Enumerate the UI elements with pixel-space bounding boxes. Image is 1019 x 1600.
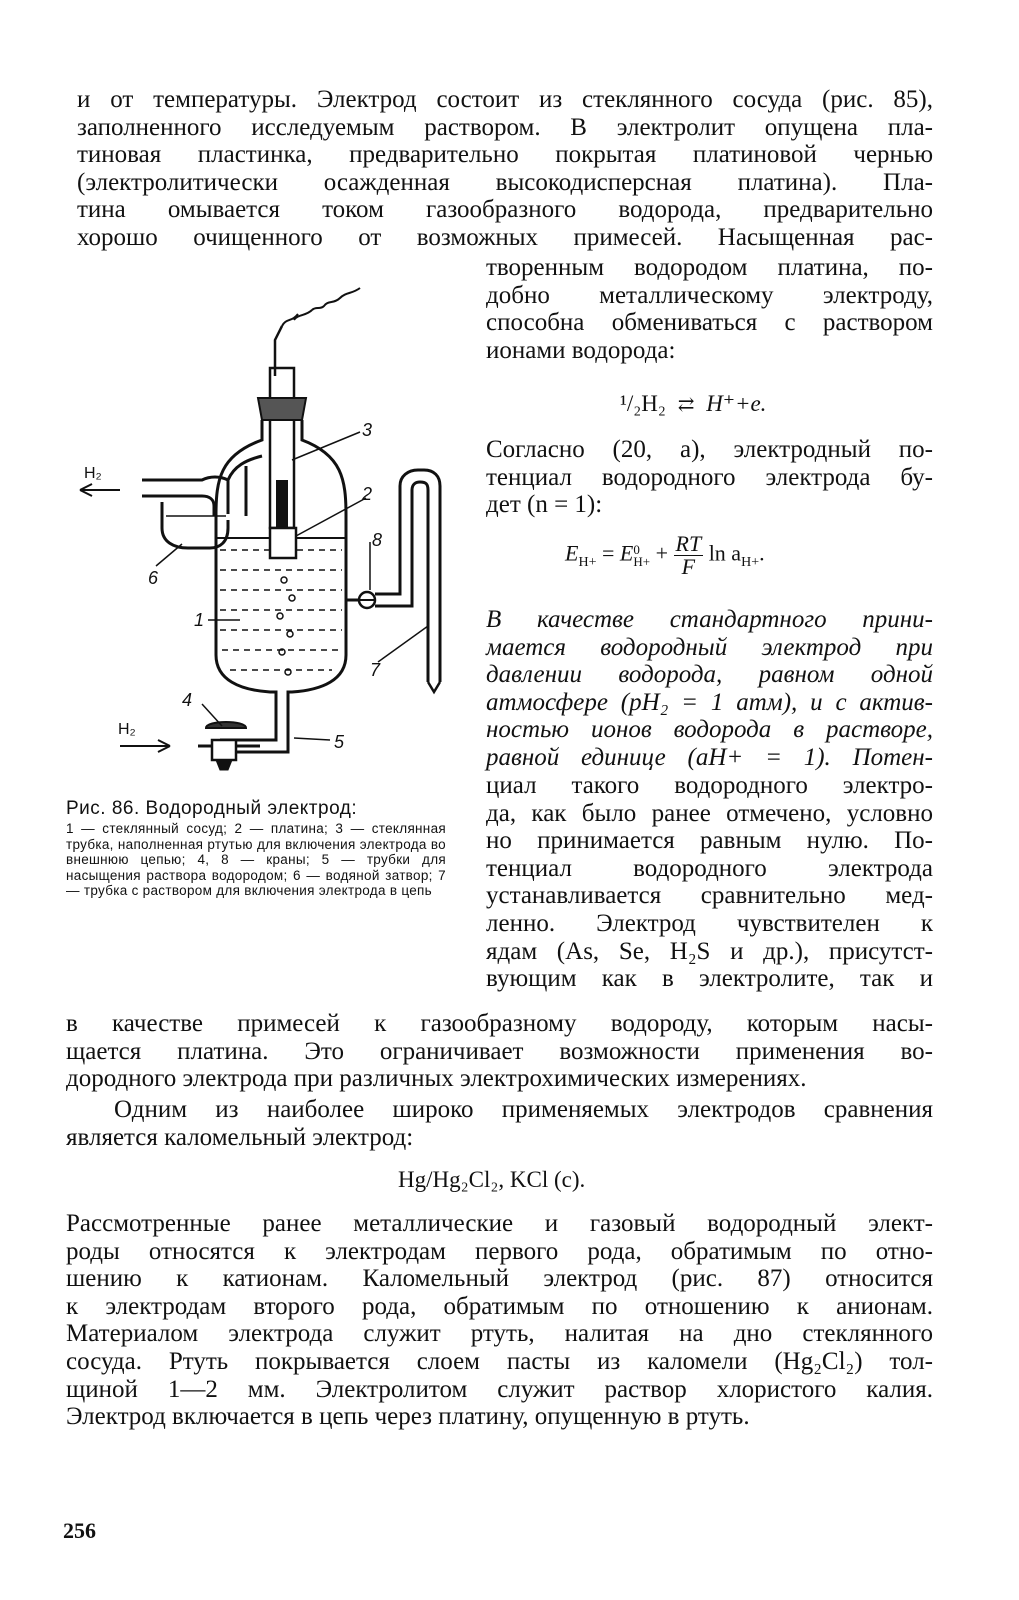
text-line: роды относятся к электродам первого рода, обратимым по отно- — [66, 1237, 933, 1265]
nernst-ln: ln a — [703, 540, 742, 566]
text-line: хорошо очищенного от возможных примесей. Насыщенная рас- — [77, 223, 933, 251]
text-line: ностью ионов водорода в растворе, — [486, 716, 933, 744]
text-line: к электродам второго рода, обратимым по отношению к анионам. — [66, 1292, 933, 1320]
text-line: творенным водородом платина, по- — [486, 254, 933, 281]
text-line: способна обмениваться с раствором — [486, 309, 933, 337]
label-8: 8 — [372, 530, 383, 550]
caption-title: Рис. 86. Водородный электрод: — [66, 798, 358, 819]
nernst-lhs-sub: H+ — [578, 554, 597, 570]
water-seal-6 — [162, 502, 228, 548]
label-h2-out: H₂ — [84, 465, 102, 482]
nernst-e0: E — [619, 540, 634, 566]
nernst-num: RT — [675, 531, 702, 556]
text-line: ядам (As, Se, H₂S и др.), присутст- — [486, 937, 933, 965]
mercury-fill — [276, 480, 288, 528]
label-7: 7 — [370, 660, 381, 680]
outlet-tube-lower — [142, 496, 214, 516]
text-line: тенциал водородного электрода бу- — [486, 463, 933, 491]
text-line: циал такого водородного электро- — [486, 772, 933, 799]
nernst-e0-sup: 0 — [633, 541, 640, 557]
text-line: давлении водорода, равном одной — [486, 661, 933, 689]
nernst-lhs: E — [565, 540, 579, 566]
text-line: Согласно (20, а), электродный по- — [486, 436, 933, 463]
text-line: мается водородный электрод при — [486, 633, 933, 661]
hydrogen-electrode-figure — [70, 280, 470, 800]
text-line: в качестве примесей к газообразному водороду, которым насы- — [66, 1010, 933, 1037]
text-line: и от температуры. Электрод состоит из стеклянного сосуда (рис. 85), — [77, 86, 933, 113]
wire-spiral — [282, 310, 312, 326]
text-line: добно металлическому электроду, — [486, 281, 933, 309]
text-line: дет (n = 1): — [486, 491, 603, 519]
right-paragraph-1 — [486, 254, 933, 364]
text-line: шению к катионам. Каломельный электрод (рис. 87) относится — [66, 1265, 933, 1293]
text-line: является каломельный электрод: — [66, 1123, 414, 1151]
bottom-paragraph-1 — [66, 1010, 933, 1093]
stopper — [258, 398, 306, 420]
label-h2-in: H₂ — [118, 721, 136, 738]
text-line: заполненного исследуемым раствором. В электролит опущена пла- — [77, 113, 933, 141]
calomel-formula: Hg/Hg₂Cl₂, KCl (c). — [398, 1167, 586, 1192]
glass-vessel — [216, 420, 346, 702]
stopcock-4 — [206, 722, 246, 728]
nernst-equation — [565, 533, 765, 578]
text-line: (электролитически осажденная высокодисперсная платина). Пла- — [77, 168, 933, 196]
text-line: дородного электрода при различных электрохимических измерениях. — [66, 1065, 807, 1093]
caption-legend: 1 — стеклянный сосуд; 2 — платина; 3 — стеклянная трубка, наполненная ртутью для включения электрода во внешнюю цепью; 4, 8 — краны; 5 — трубки для насыщения раствора водородом; 6 — водяной затвор; 7 — трубка с раствором для включения электрода в цепь — [66, 821, 446, 898]
wire-coil — [312, 288, 360, 310]
top-paragraph — [77, 86, 933, 252]
text-line: ионами водорода: — [486, 336, 676, 364]
text-line: ленно. Электрод чувствителен к — [486, 909, 933, 937]
electrolyte-hatching — [220, 550, 342, 670]
text-line: Материалом электрода служит ртуть, налитая на дно стеклянного — [66, 1320, 933, 1348]
platinum-plate-2 — [270, 528, 296, 558]
label-3: 3 — [362, 420, 373, 440]
label-2: 2 — [362, 484, 373, 504]
label-5: 5 — [334, 732, 345, 752]
right-paragraph-3-italic — [486, 606, 933, 772]
text-line: Рассмотренные ранее металлические и газовый водородный элект- — [66, 1210, 933, 1237]
hydrogen-bubbles — [277, 577, 295, 675]
nernst-fraction — [674, 533, 704, 578]
text-line: щиной 1—2 мм. Электролитом служит раствор хлористого калия. — [66, 1375, 933, 1403]
h2-in-arrow — [120, 740, 170, 752]
text-line: устанавливается сравнительно мед- — [486, 882, 933, 910]
nernst-ln-sub: H+ — [741, 554, 760, 570]
text-line: но принимается равным нулю. По- — [486, 827, 933, 855]
text-line: тенциал водородного электрода — [486, 854, 933, 882]
text-line: тина омывается током газообразного водорода, предварительно — [77, 196, 933, 224]
bottom-paragraph-3 — [66, 1210, 933, 1431]
right-paragraph-2 — [486, 436, 933, 519]
nernst-plus: + — [650, 540, 674, 566]
reaction-arrows: ⇄ — [677, 394, 695, 416]
hydrogen-electrode-diagram — [70, 280, 470, 800]
nernst-eq: = — [596, 540, 620, 566]
nernst-den: F — [681, 554, 696, 579]
tube-7 — [375, 470, 440, 682]
bottom-paragraph-2 — [66, 1096, 933, 1151]
figure-caption — [66, 797, 446, 899]
label-1: 1 — [194, 610, 205, 630]
label-6: 6 — [148, 568, 159, 588]
text-line: равной единице (aH+ = 1). Потен- — [486, 743, 933, 771]
text-line: В качестве стандартного прини- — [486, 606, 933, 633]
text-line: вующим как в электролите, так и — [486, 965, 933, 993]
outlet-tube — [228, 456, 262, 516]
text-line: Электрод включается в цепь через платину, опущенную в ртуть. — [66, 1403, 750, 1431]
nernst-tail: . — [759, 540, 765, 566]
text-line: щается платина. Это ограничивает возможности применения во- — [66, 1037, 933, 1065]
text-line: тиновая пластинка, предварительно покрытая платиновой чернью — [77, 141, 933, 169]
h2-out-arrow — [80, 484, 120, 496]
nernst-e0-sub: H+ — [633, 553, 651, 569]
hydrogen-reaction — [620, 390, 766, 419]
page-number: 256 — [63, 1518, 96, 1543]
reaction-left: ¹/₂H₂ — [620, 391, 666, 416]
text-line: да, как было ранее отмечено, условно — [486, 799, 933, 827]
label-4: 4 — [182, 690, 193, 710]
leader-lines — [156, 432, 428, 740]
text-line: Одним из наиболее широко применяемых электродов сравнения — [114, 1096, 933, 1123]
reaction-right: H⁺+e. — [706, 391, 767, 416]
right-paragraph-3 — [486, 772, 933, 993]
text-line: сосуда. Ртуть покрывается слоем пасты из каломели (Hg₂Cl₂) тол- — [66, 1347, 933, 1375]
text-line: атмосфере (pH₂ = 1 атм), и с актив- — [486, 688, 933, 716]
